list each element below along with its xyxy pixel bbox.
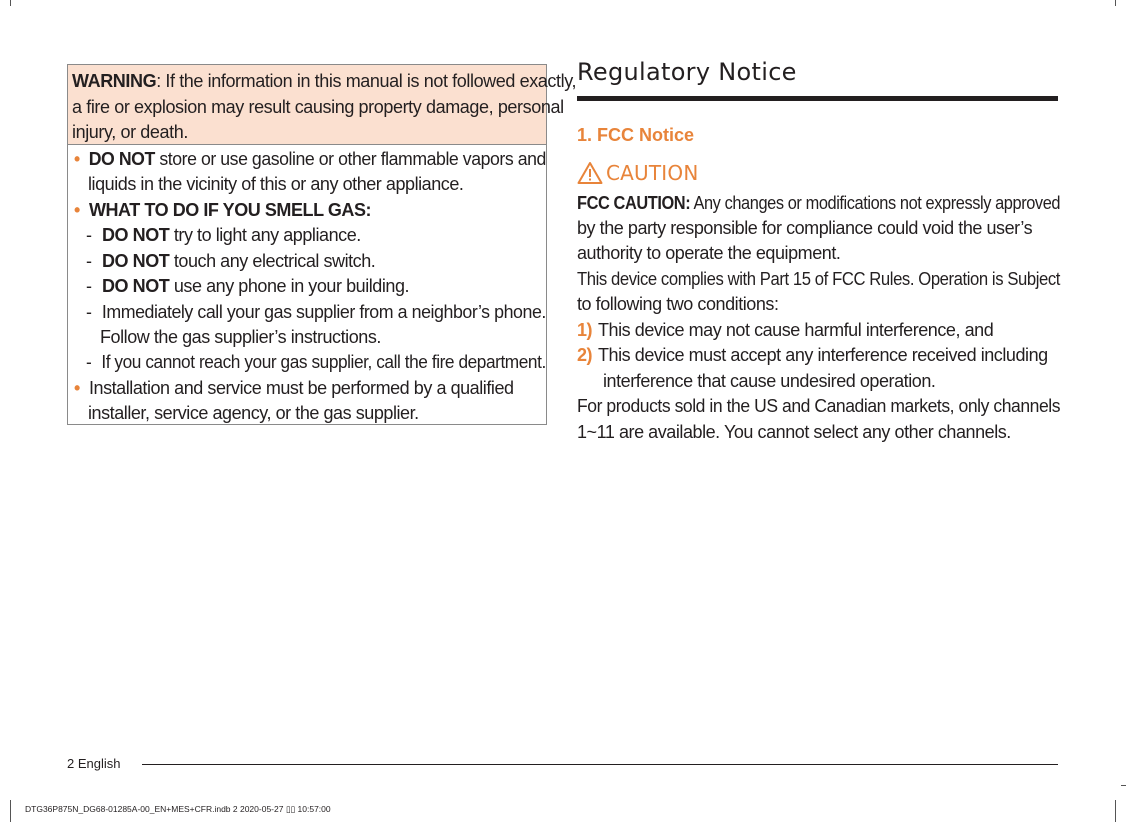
warning-sub-item-2 [86,249,375,274]
fcc-caution-line-3: authority to operate the equipment. [577,243,841,263]
footer-rule [142,764,1058,765]
bullet-1-bold: DO NOT [88,149,155,169]
bullet-glyph: • [74,200,80,220]
channels-line-1: For products sold in the US and Canadian markets, only channels [577,396,1061,416]
print-slug: DTG36P875N_DG68-01285A-00_EN+MES+CFR.indb 2 2020-05-27 ▯▯ 10:57:00 [25,804,331,814]
warning-sub-item-4-line2: Follow the gas supplier’s instructions. [100,327,381,347]
section-heading: 1. FCC Notice [577,125,695,145]
fcc-caution-line-1 [577,191,1060,216]
bullet-glyph: • [74,378,80,398]
condition-2 [577,343,1048,368]
crop-mark-bottom-right [1115,800,1116,822]
caution-label: CAUTION [606,161,699,185]
fcc-caution-bold: FCC CAUTION: [577,193,691,213]
sub-3-bold: DO NOT [102,276,170,296]
crop-mark-top-left [10,0,11,6]
sub-2-text: touch any electrical switch. [169,251,376,271]
dash-glyph: - [86,225,92,245]
bullet-1-text: store or use gasoline or other flammable vapors and [154,149,546,169]
condition-1-text: This device may not cause harmful interference, and [598,320,994,340]
bullet-3-text: Installation and service must be performed by a qualified [88,378,514,398]
warning-header-line3: injury, or death. [72,122,188,142]
warning-lead: WARNING [72,71,157,91]
page-number: 2 English [67,756,121,771]
warning-sub-item-5 [86,350,546,375]
crop-mark-top-right [1115,0,1116,6]
bullet-2-bold: WHAT TO DO IF YOU SMELL GAS: [88,200,372,220]
condition-2-line2: interference that cause undesired operation. [603,371,936,391]
dash-glyph: - [86,302,92,322]
warning-sub-item-1 [86,223,361,248]
dash-glyph: - [86,251,92,271]
dash-glyph: - [86,352,92,372]
warning-bullet-3-line2: installer, service agency, or the gas supplier. [88,403,419,423]
warning-sub-item-4 [86,300,546,325]
title-rule [577,96,1058,101]
warning-header-line2: a fire or explosion may result causing property damage, personal [72,96,564,117]
sub-3-text: use any phone in your building. [169,276,410,296]
channels-line-2: 1~11 are available. You cannot select any other channels. [577,422,1011,442]
sub-2-bold: DO NOT [102,251,170,271]
fcc-caution-line-2: by the party responsible for compliance could void the user’s [577,218,1033,238]
warning-box [67,64,577,425]
part15-line-1: This device complies with Part 15 of FCC Rules. Operation is Subject [577,269,1061,289]
dash-glyph: - [86,276,92,296]
sub-4-text: Immediately call your gas supplier from a neighbor’s phone. [101,302,546,322]
warning-bullet-3 [74,376,514,401]
warning-bullet-1 [74,147,546,172]
sub-1-text: try to light any appliance. [169,225,361,245]
crop-mark-side-right [1121,785,1126,786]
condition-1 [577,318,993,343]
crop-mark-bottom-left [10,800,11,822]
warning-header-text: : If the information in this manual is not followed exactly, [156,71,577,91]
warning-sub-item-3 [86,274,409,299]
sub-1-bold: DO NOT [102,225,170,245]
caution-triangle-icon [577,161,603,185]
warning-bullet-1-line2: liquids in the vicinity of this or any other appliance. [88,174,464,194]
warning-header [68,65,577,145]
fcc-caution-text: Any changes or modifications not expressly approved [690,193,1061,213]
warning-bullet-2 [74,198,371,223]
sub-5-text: If you cannot reach your gas supplier, call the fire department. [101,352,546,372]
condition-2-number: 2) [577,345,593,365]
caution-heading [577,160,699,186]
condition-2-text: This device must accept any interference received including [598,345,1048,365]
bullet-glyph: • [74,149,80,169]
page-title: Regulatory Notice [577,58,797,86]
part15-line-2: to following two conditions: [577,294,779,314]
condition-1-number: 1) [577,320,593,340]
